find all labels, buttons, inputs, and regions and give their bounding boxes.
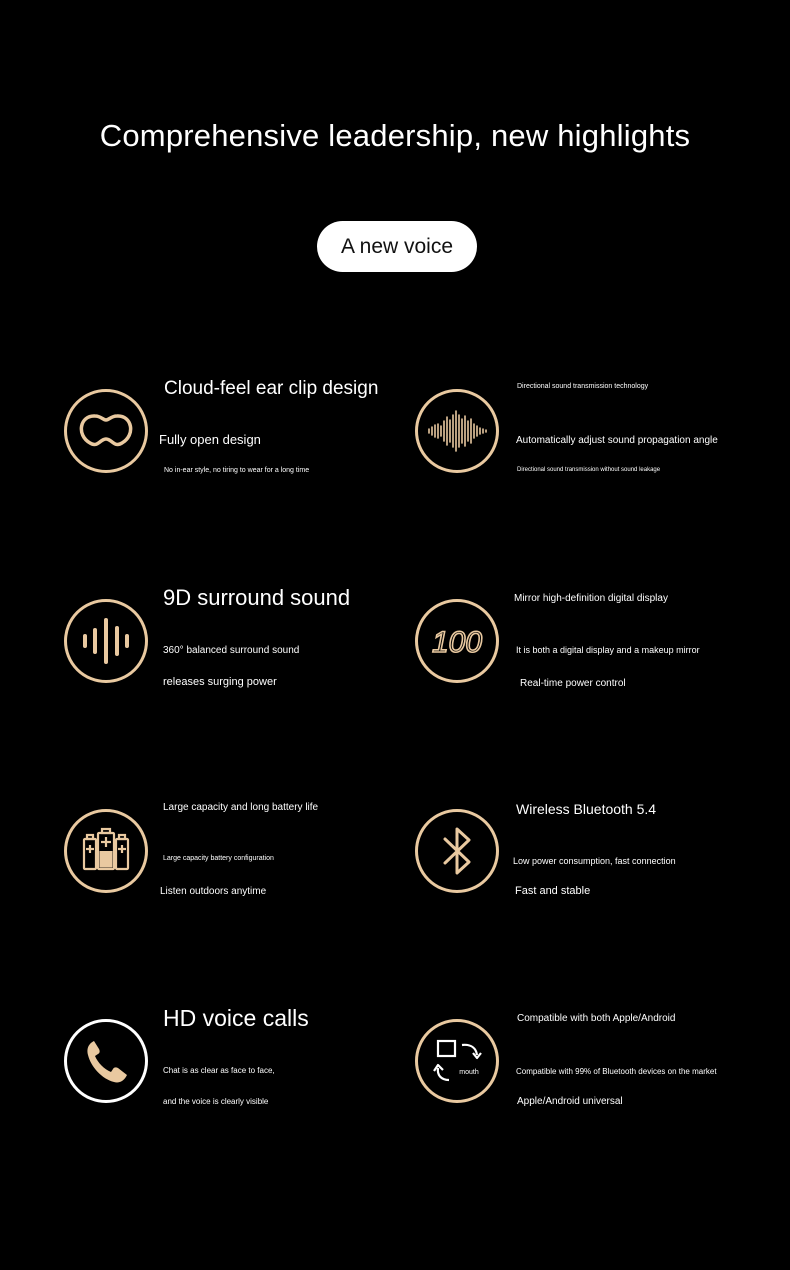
- digital-display-icon: [415, 599, 499, 683]
- feature-note: Directional sound transmission without sound leakage: [517, 467, 661, 473]
- feature-line: Fully open design: [159, 432, 261, 447]
- feature-title: Wireless Bluetooth 5.4: [516, 801, 657, 817]
- feature-line: Real-time power control: [520, 678, 626, 689]
- feature-line: releases surging power: [163, 676, 277, 688]
- feature-line: Fast and stable: [515, 885, 591, 897]
- feature-note: No in-ear style, no tiring to wear for a long time: [164, 467, 310, 474]
- feature-line: Compatible with 99% of Bluetooth devices on the market: [516, 1067, 717, 1076]
- battery-icon: [64, 809, 148, 893]
- feature-line: 360° balanced surround sound: [163, 645, 300, 656]
- feature-line: Large capacity battery configuration: [163, 855, 274, 862]
- feature-line: It is both a digital display and a makeup mirror: [516, 645, 700, 655]
- feature-title: Cloud-feel ear clip design: [164, 378, 379, 399]
- surround-sound-icon: [64, 599, 148, 683]
- feature-title: Mirror high-definition digital display: [514, 593, 668, 604]
- feature-title: 9D surround sound: [163, 585, 351, 610]
- feature-line: Low power consumption, fast connection: [513, 856, 676, 866]
- mouth-label: mouth: [459, 1069, 479, 1076]
- feature-line: Automatically adjust sound propagation angle: [516, 435, 718, 446]
- feature-title: HD voice calls: [163, 1005, 309, 1031]
- feature-title: Directional sound transmission technology: [517, 383, 649, 390]
- section-pill: A new voice: [317, 221, 477, 272]
- feature-line: Apple/Android universal: [517, 1096, 623, 1107]
- ear-clip-icon: [64, 389, 148, 473]
- display-readout: 100: [431, 626, 483, 659]
- bluetooth-icon: [415, 809, 499, 893]
- feature-line: and the voice is clearly visible: [163, 1097, 269, 1106]
- compatibility-icon: [415, 1019, 499, 1103]
- feature-title: Large capacity and long battery life: [163, 802, 319, 813]
- feature-line: Listen outdoors anytime: [160, 886, 267, 897]
- phone-icon: [64, 1019, 148, 1103]
- feature-title: Compatible with both Apple/Android: [517, 1013, 676, 1024]
- sound-wave-icon: [415, 389, 499, 473]
- page-title: Comprehensive leadership, new highlights: [99, 118, 691, 153]
- feature-line: Chat is as clear as face to face,: [163, 1066, 275, 1075]
